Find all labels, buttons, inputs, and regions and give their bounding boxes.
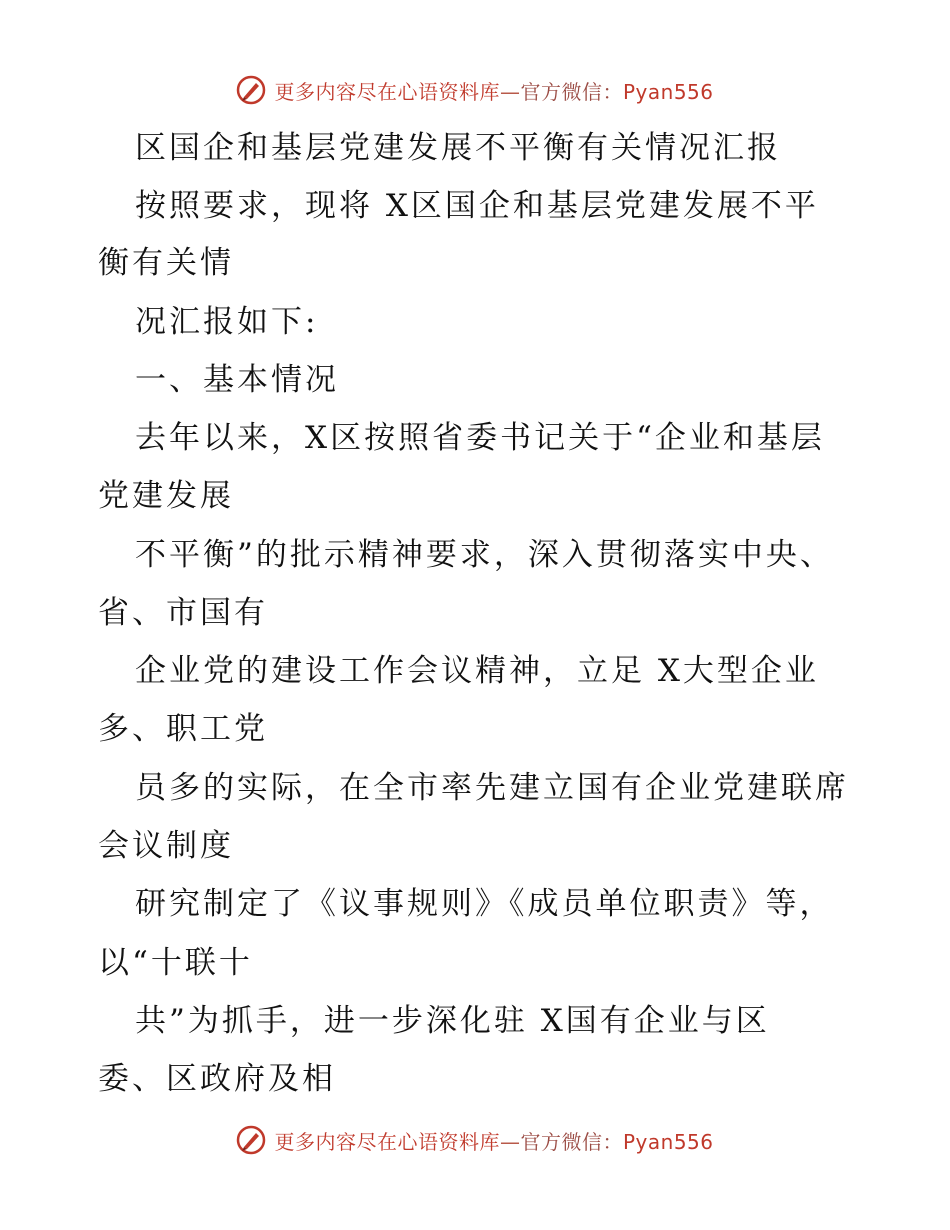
paragraph-line: 企业党的建设工作会议精神，立足 X大型企业	[135, 653, 819, 689]
paragraph-line: 去年以来，X区按照省委书记关于“企业和基层	[135, 420, 825, 456]
paragraph-line: 党建发展	[98, 478, 234, 514]
paragraph-line: 省、市国有	[98, 595, 268, 631]
section-heading: 一、基本情况	[135, 362, 339, 398]
paragraph-line: 会议制度	[98, 828, 234, 864]
banner-wechat-id: Pyan556	[622, 1129, 714, 1154]
paragraph-line: 多、职工党	[98, 711, 268, 747]
pen-logo-icon	[236, 75, 266, 105]
banner-text	[274, 76, 713, 105]
banner-text	[274, 1126, 713, 1155]
paragraph-line: 按照要求，现将 X区国企和基层党建发展不平	[135, 188, 819, 224]
paragraph-line: 况汇报如下:	[135, 304, 319, 340]
banner-dash: —	[499, 1129, 521, 1154]
footer-banner	[0, 1120, 950, 1160]
paragraph-line: 员多的实际，在全市率先建立国有企业党建联席	[135, 770, 849, 806]
document-title: 区国企和基层党建发展不平衡有关情况汇报	[135, 130, 781, 166]
banner-suffix-text: 官方微信：	[520, 1129, 623, 1154]
banner-wechat-id: Pyan556	[622, 79, 714, 104]
banner-dash: —	[499, 79, 521, 104]
banner-main-text: 更多内容尽在心语资料库	[274, 1129, 500, 1154]
paragraph-line: 研究制定了《议事规则》《成员单位职责》等，	[135, 886, 834, 922]
paragraph-line: 委、区政府及相	[98, 1061, 336, 1097]
banner-main-text: 更多内容尽在心语资料库	[274, 79, 500, 104]
paragraph-line: 以“十联十	[98, 945, 253, 981]
paragraph-line: 共”为抓手，进一步深化驻 X国有企业与区	[135, 1003, 770, 1039]
pen-logo-icon	[236, 1125, 266, 1155]
header-banner	[0, 70, 950, 110]
paragraph-line: 衡有关情	[98, 245, 234, 281]
paragraph-line: 不平衡”的批示精神要求，深入贯彻落实中央、	[135, 537, 834, 573]
banner-suffix-text: 官方微信：	[520, 79, 623, 104]
